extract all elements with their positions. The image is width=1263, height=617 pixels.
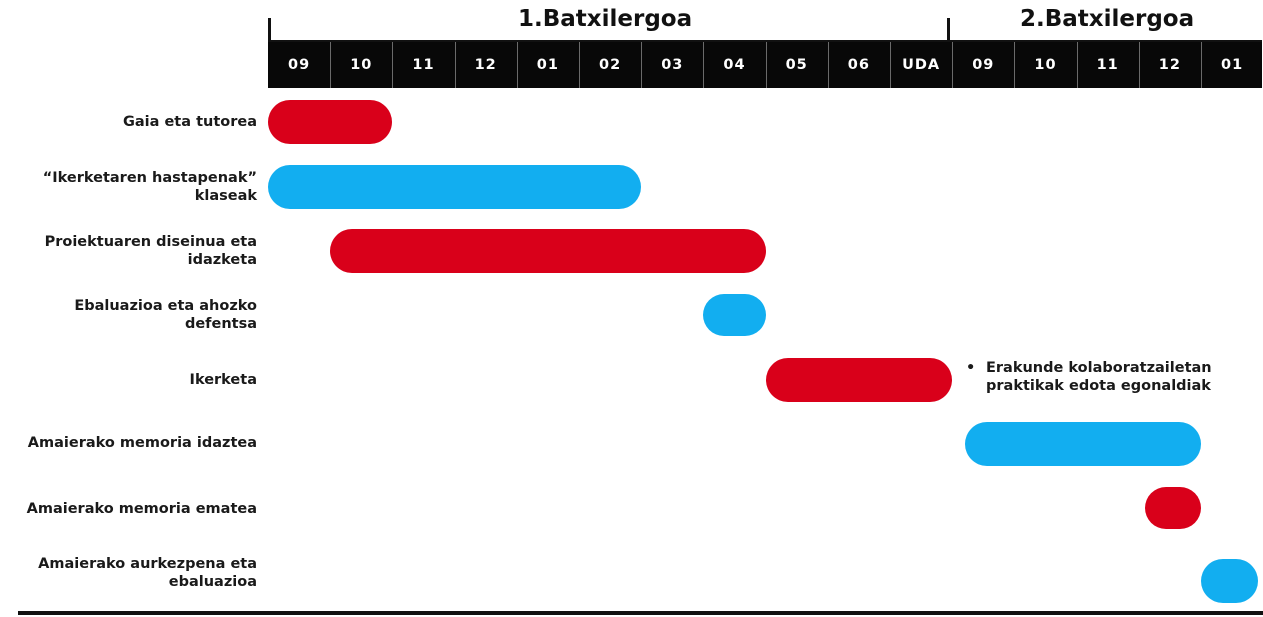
month-cell: 06 [847, 57, 870, 73]
month-cell: 11 [412, 57, 435, 73]
month-cell: 10 [350, 57, 373, 73]
month-cell: 02 [599, 57, 622, 73]
month-separator [1139, 42, 1140, 88]
year-tick-divider [947, 18, 950, 43]
task-label: Amaierako memoria idaztea [27, 435, 257, 451]
month-cell: 11 [1096, 57, 1119, 73]
month-cell: UDA [902, 57, 941, 73]
task-label: Gaia eta tutorea [122, 114, 257, 130]
month-separator [703, 42, 704, 88]
task-label: Ebaluazioa eta ahozko defentsa [74, 298, 257, 332]
month-cell: 03 [661, 57, 684, 73]
task-label: Ikerketa [189, 372, 257, 388]
month-separator [1014, 42, 1015, 88]
task-bar [1201, 559, 1258, 603]
task-bar [268, 165, 641, 209]
task-bar [965, 422, 1201, 466]
month-cell: 01 [1221, 57, 1244, 73]
month-separator [392, 42, 393, 88]
month-separator [952, 42, 953, 88]
month-cell: 09 [972, 57, 995, 73]
month-cell: 12 [474, 57, 497, 73]
month-separator [890, 42, 891, 88]
month-cell: 12 [1158, 57, 1181, 73]
task-bar [1145, 487, 1201, 529]
month-separator [828, 42, 829, 88]
month-separator [517, 42, 518, 88]
task-label: Proiektuaren diseinua eta idazketa [44, 234, 257, 268]
year-label-2: 2.Batxilergoa [1020, 6, 1195, 32]
bullet-icon: • [966, 360, 976, 376]
task-label: Amaierako memoria ematea [26, 501, 257, 517]
month-cell: 05 [785, 57, 808, 73]
side-note-text: Erakunde kolaboratzailetan praktikak edota egonaldiak [986, 360, 1212, 394]
baseline [18, 611, 1263, 615]
month-separator [330, 42, 331, 88]
month-cell: 01 [536, 57, 559, 73]
task-bar [268, 100, 392, 144]
month-separator [579, 42, 580, 88]
month-separator [766, 42, 767, 88]
task-bar [703, 294, 765, 336]
month-separator [641, 42, 642, 88]
month-separator [455, 42, 456, 88]
year-label-1: 1.Batxilergoa [518, 6, 693, 32]
task-bar [330, 229, 765, 273]
month-cell: 09 [288, 57, 311, 73]
task-label: Amaierako aurkezpena eta ebaluazioa [38, 556, 257, 590]
year-tick-start [268, 18, 271, 43]
month-cell: 04 [723, 57, 746, 73]
month-separator [1077, 42, 1078, 88]
month-cell: 10 [1034, 57, 1057, 73]
task-bar [766, 358, 953, 402]
month-separator [1201, 42, 1202, 88]
task-label: “Ikerketaren hastapenak” klaseak [42, 170, 257, 204]
